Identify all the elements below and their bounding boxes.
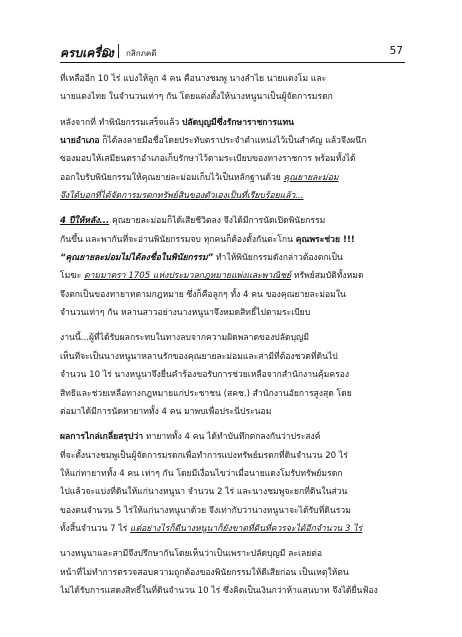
paragraph-gap — [60, 538, 405, 545]
text-segment: จึงตกเป็นของทายาทตามกฎหมาย ซึ่งก็คือลูกๆ ทั้ง 4 คน ของคุณยายละม่อมใน — [60, 289, 346, 300]
text-segment: “คุณยายละม่อมไม่ได้ลงชื่อในพินัยกรรม” — [60, 253, 214, 264]
body-text — [60, 70, 405, 600]
text-line — [60, 187, 405, 205]
text-segment: ให้แก่ทายาททั้ง 4 คน เท่าๆ กัน โดยมีเงื่อนไขว่าเมื่อนายแดงโมรับทรัพย์มรดก — [60, 468, 343, 479]
text-segment: ไปแล้วจะแบ่งที่ดินให้แก่นางหนูนา จำนวน 2 ไร่ และนางชมพูจะยกที่ดินในส่วน — [60, 487, 348, 498]
text-segment: ซองมอบให้เสมียนตราอำเภอเก็บรักษาไว้ตามระเบียบของทางราชการ พร้อมทั้งได้ — [60, 154, 356, 165]
text-segment: ทายาททั้ง 4 คน ได้ทำบันทึกตกลงกันว่าประสงค์ — [143, 432, 321, 443]
text-line — [60, 212, 405, 230]
text-line — [60, 348, 405, 366]
text-segment: นางหนูนาและสามีจึงปรึกษากันโดยเห็นว่าเป็นเพราะปลัดบุญมี ละเลยต่อ — [60, 549, 322, 560]
text-line — [60, 329, 405, 347]
text-segment: สิทธิและช่วยเหลือทางกฎหมายแก่ประชาชน (สคช.) สำนักงานอัยการสูงสุด โดย — [60, 388, 352, 399]
text-segment: ออกใบรับพินัยกรรมให้คุณยายละม่อมเก็บไว้เป็นหลักฐานด้วย — [60, 172, 284, 183]
text-segment: ตามมาตรา 1705 แห่งประมวลกฎหมายแพ่งและพาณิชย์ — [84, 271, 292, 282]
header-rule — [60, 62, 405, 63]
text-segment: 4 ปีให้หลัง... — [60, 216, 110, 227]
text-segment: หลังจากที่ ทำพินัยกรรมเสร็จแล้ว — [60, 117, 182, 128]
text-line — [60, 428, 405, 446]
text-segment: คุณพระช่วย !!! — [295, 234, 355, 245]
text-segment: จำนวนเท่าๆ กัน หลานสาวอย่างนางหนูนาจึงหมดสิทธิ์ไปตามระเบียบ — [60, 308, 311, 319]
text-segment: ทำให้พินัยกรรมดังกล่าวต้องตกเป็น — [213, 253, 343, 264]
text-line — [60, 114, 405, 132]
text-segment: ก็ได้ลงลายมือชื่อโดยประทับตราประจำตำแหน่งไว้เป็นสำคัญ แล้วจึงผนึก — [99, 136, 367, 147]
text-line — [60, 267, 405, 285]
text-segment: ไม่ได้รับการแสดงสิทธิ์ในที่ดินจำนวน 10 ไร่ ซึ่งคิดเป็นเงินกว่าห้าแสนบาท จึงได้ยื่นฟ้อง — [60, 585, 378, 596]
text-line — [60, 169, 405, 187]
book-subtitle: กสิกภคดี — [126, 49, 157, 58]
brand-circle-icon — [103, 48, 111, 56]
text-segment: ที่เหลืออีก 10 ไร่ แบ่งให้ลูก 4 คน คือนางชมพู นางลำไย นายแตงโม และ — [60, 74, 327, 84]
text-line — [60, 582, 405, 600]
text-segment: หน้าที่ไม่ทำการตรวจสอบความถูกต้องของพินัยกรรมให้ดีเสียก่อน เป็นเหตุให้ตน — [60, 567, 349, 578]
text-line — [60, 150, 405, 168]
paragraph-gap — [60, 322, 405, 329]
text-line — [60, 88, 405, 106]
text-segment: จำนวน 10 ไร่ นางหนูนาจึงยื่นคำร้องขอรับการช่วยเหลือจากสำนักงานคุ้มครอง — [60, 370, 350, 381]
text-segment: ผลการไกล่เกลี่ยสรุปว่า — [60, 432, 144, 443]
text-segment: ต่อมาได้มีการนัดทายาททั้ง 4 คน มาพบเพื่อประนีประนอม — [60, 406, 272, 417]
text-line — [60, 70, 405, 88]
text-line — [60, 502, 405, 520]
text-segment: จึงได้บอกที่ได้จัดการมรดกทรัพย์สินของตัวเองเป็นที่เรียบร้อยแล้ว... — [60, 191, 304, 202]
text-line — [60, 564, 405, 582]
text-line — [60, 286, 405, 304]
paragraph-gap — [60, 107, 405, 114]
text-line — [60, 545, 405, 563]
text-line — [60, 231, 405, 249]
text-segment: นายอำเภอ — [60, 136, 100, 147]
text-segment: แต่อย่างไรก็ดีนางหนูนาก็ยังขาดที่ดินที่ควรจะได้อีกจำนวน 3 ไร่ — [130, 523, 363, 534]
text-line — [60, 520, 405, 538]
text-segment: ปลัดบุญมีซึ่งรักษาราชการแทน — [181, 117, 295, 128]
text-segment: โมฆะ — [60, 271, 85, 282]
text-segment: ทั้งสิ้นจำนวน 7 ไร่ — [60, 523, 131, 534]
paragraph-gap — [60, 205, 405, 212]
text-segment: ทรัพย์สมบัติทั้งหมด — [291, 271, 364, 282]
paragraph-gap — [60, 421, 405, 428]
text-segment: คุณยายละม่อมก็ได้เสียชีวิตลง จึงได้มีการนัดเปิดพินัยกรรม — [109, 216, 326, 227]
text-segment: กันขึ้น และพากันที่จะอ่านพินัยกรรมจบ ทุกคนก็ต้องตั้งกันตะโกน — [60, 234, 296, 245]
text-segment: เห็นทีจะเป็นนางหนูนาหลานรักของคุณยายละม่อมและสามีที่ต้องชวดที่ดินไป — [60, 351, 338, 362]
text-segment: ที่จะตั้งนางชมพูเป็นผู้จัดการมรดกเพื่อทำการแบ่งทรัพย์มรดกที่ดินจำนวน 20 ไร่ — [60, 450, 348, 461]
text-segment: นายแตงไทย ในจำนวนเท่าๆ กัน โดยแต่งตั้งให้นางหนูนาเป็นผู้จัดการมรดก — [60, 92, 333, 103]
text-segment: ของตนจำนวน 5 ไร่ให้แก่นางหนูนาด้วย จึงเท่ากับว่านางหนูนาจะได้รับที่ดินรวม — [60, 505, 351, 516]
text-line — [60, 385, 405, 403]
text-line — [60, 249, 405, 267]
text-line — [60, 304, 405, 322]
text-segment: คุณยายละม่อม — [283, 172, 339, 183]
text-segment: งานนี้...ผู้ที่ได้รับผลกระทบในทางลบจากความผิดพลาดของปลัดบุญมี — [60, 333, 310, 344]
text-line — [60, 132, 405, 150]
text-line — [60, 483, 405, 501]
text-line — [60, 465, 405, 483]
text-line — [60, 403, 405, 421]
running-header — [60, 42, 405, 64]
book-brand: ครบเครื่อง — [60, 46, 114, 60]
text-line — [60, 447, 405, 465]
text-line — [60, 366, 405, 384]
header-divider — [118, 44, 119, 58]
page-number: 57 — [389, 45, 403, 57]
